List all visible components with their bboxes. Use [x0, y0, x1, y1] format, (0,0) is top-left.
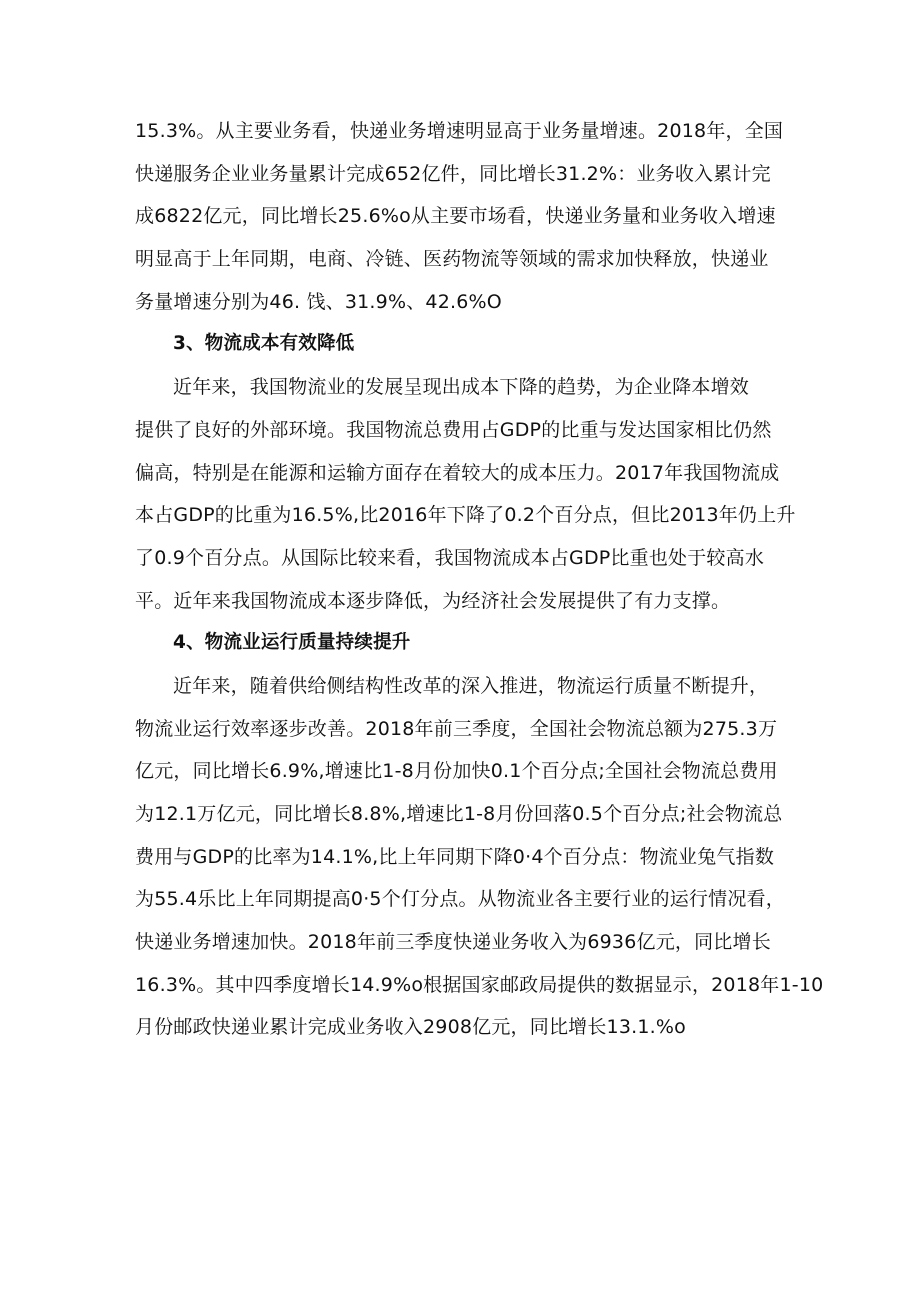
- text-line: 亿元，同比增长6.9%,增速比1-8月份加快0.1个百分点;全国社会物流总费用: [135, 760, 778, 783]
- text-line: 成6822亿元，同比增长25.6%o从主要市场看，快递业务量和业务收入增速: [135, 205, 776, 228]
- paragraph-express-delivery: [135, 110, 795, 323]
- text-line: 了0.9个百分点。从国际比较来看，我国物流成本占GDP比重也处于较高水: [135, 546, 765, 569]
- text-line: 快递服务企业业务量累计完成652亿件，同比增长31.2%：业务收入累计完: [135, 162, 771, 185]
- text-line: 偏高，特别是在能源和运输方面存在着较大的成本压力。2017年我国物流成: [135, 461, 780, 484]
- text-line: 本占GDP的比重为16.5%,比2016年下降了0.2个百分点，但比2013年仍上升: [135, 504, 796, 527]
- text-line: 为55.4乐比上年同期提高0·5个仃分点。从物流业各主要行业的运行情况看，: [135, 888, 785, 911]
- text-line: 月份邮政快递业累计完成业务收入2908亿元，同比增长13.1.%o: [135, 1016, 686, 1039]
- text-line: 提供了良好的外部环境。我国物流总费用占GDP的比重与发达国家相比仍然: [135, 418, 772, 441]
- text-line: 务量增速分别为46. 饯、31.9%、42.6%O: [135, 290, 502, 313]
- paragraph-operating-quality: [135, 665, 824, 1049]
- text-line: 费用与GDP的比率为14.1%,比上年同期下降0·4个百分点：物流业兔气指数: [135, 845, 775, 868]
- text-line: 物流业运行效率逐步改善。2018年前三季度，全国社会物流总额为275.3万: [135, 717, 778, 740]
- document-body: [135, 110, 824, 1049]
- text-line: 近年来，随着供给侧结构性改革的深入推进，物流运行质量不断提升，: [173, 674, 769, 697]
- text-line: 16.3%。其中四季度增长14.9%o根据国家邮政局提供的数据显示，2018年1-10: [135, 973, 824, 996]
- text-line: 平。近年来我国物流成本逐步降低，为经济社会发展提供了有力支撑。: [135, 589, 731, 612]
- text-line: 近年来，我国物流业的发展呈现出成本下降的趋势，为企业降本增效: [173, 376, 750, 399]
- text-line: 为12.1万亿元，同比增长8.8%,增速比1-8月份回落0.5个百分点;社会物流总: [135, 803, 783, 825]
- paragraph-logistics-cost: [135, 366, 795, 622]
- text-line: 快递业务增速加快。2018年前三季度快递业务收入为6936亿元，同比增长: [135, 931, 771, 954]
- text-line: 15.3%。从主要业务看，快递业务增速明显高于业务量增速。2018年，全国: [135, 120, 784, 142]
- section-heading-4: 4、物流业运行质量持续提升: [173, 632, 411, 654]
- section-heading-3: 3、物流成本有效降低: [173, 333, 355, 355]
- text-line: 明显高于上年同期，电商、冷链、医药物流等领域的需求加快释放，快递业: [135, 248, 769, 271]
